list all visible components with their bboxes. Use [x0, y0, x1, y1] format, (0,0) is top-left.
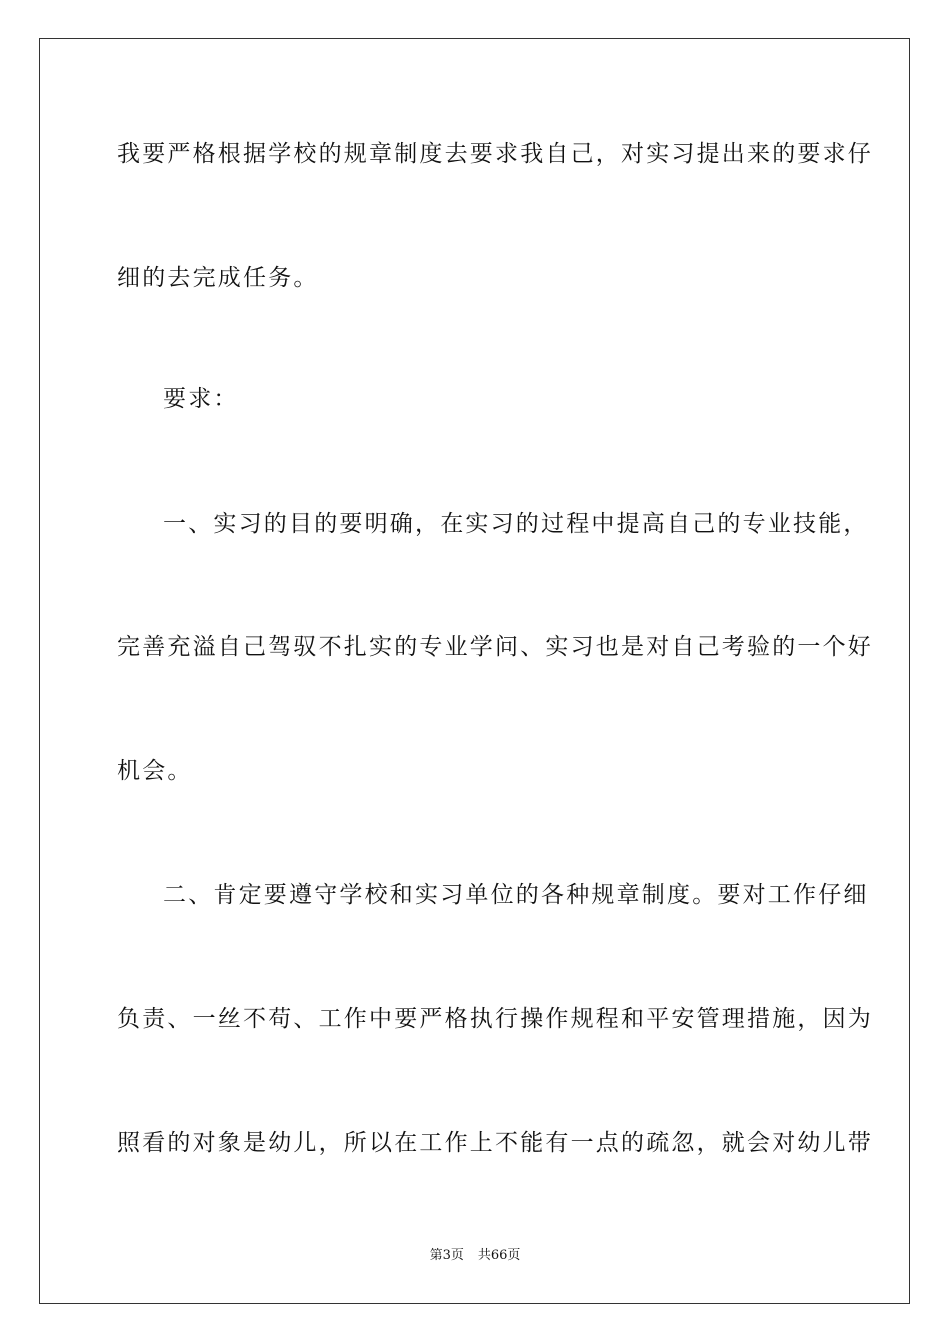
body-line-6: 机会。: [117, 758, 193, 784]
body-line-2: 细的去完成任务。: [117, 265, 319, 291]
page-frame: [39, 38, 910, 1304]
section-heading: 要求：: [163, 386, 239, 412]
body-line-8: 负责、一丝不苟、工作中要严格执行操作规程和平安管理措施，因为: [117, 1006, 873, 1032]
body-line-5: 完善充溢自己驾驭不扎实的专业学问、实习也是对自己考验的一个好: [117, 634, 873, 660]
body-line-7: 二、肯定要遵守学校和实习单位的各种规章制度。要对工作仔细: [163, 882, 869, 908]
body-line-4: 一、实习的目的要明确，在实习的过程中提高自己的专业技能，: [163, 511, 869, 537]
page-total: 共66页: [477, 1248, 521, 1263]
page-number: 第3页: [429, 1248, 464, 1263]
page-footer: [0, 1248, 950, 1264]
body-line-9: 照看的对象是幼儿，所以在工作上不能有一点的疏忽，就会对幼儿带: [117, 1130, 873, 1156]
body-line-1: 我要严格根据学校的规章制度去要求我自己，对实习提出来的要求仔: [117, 141, 873, 167]
